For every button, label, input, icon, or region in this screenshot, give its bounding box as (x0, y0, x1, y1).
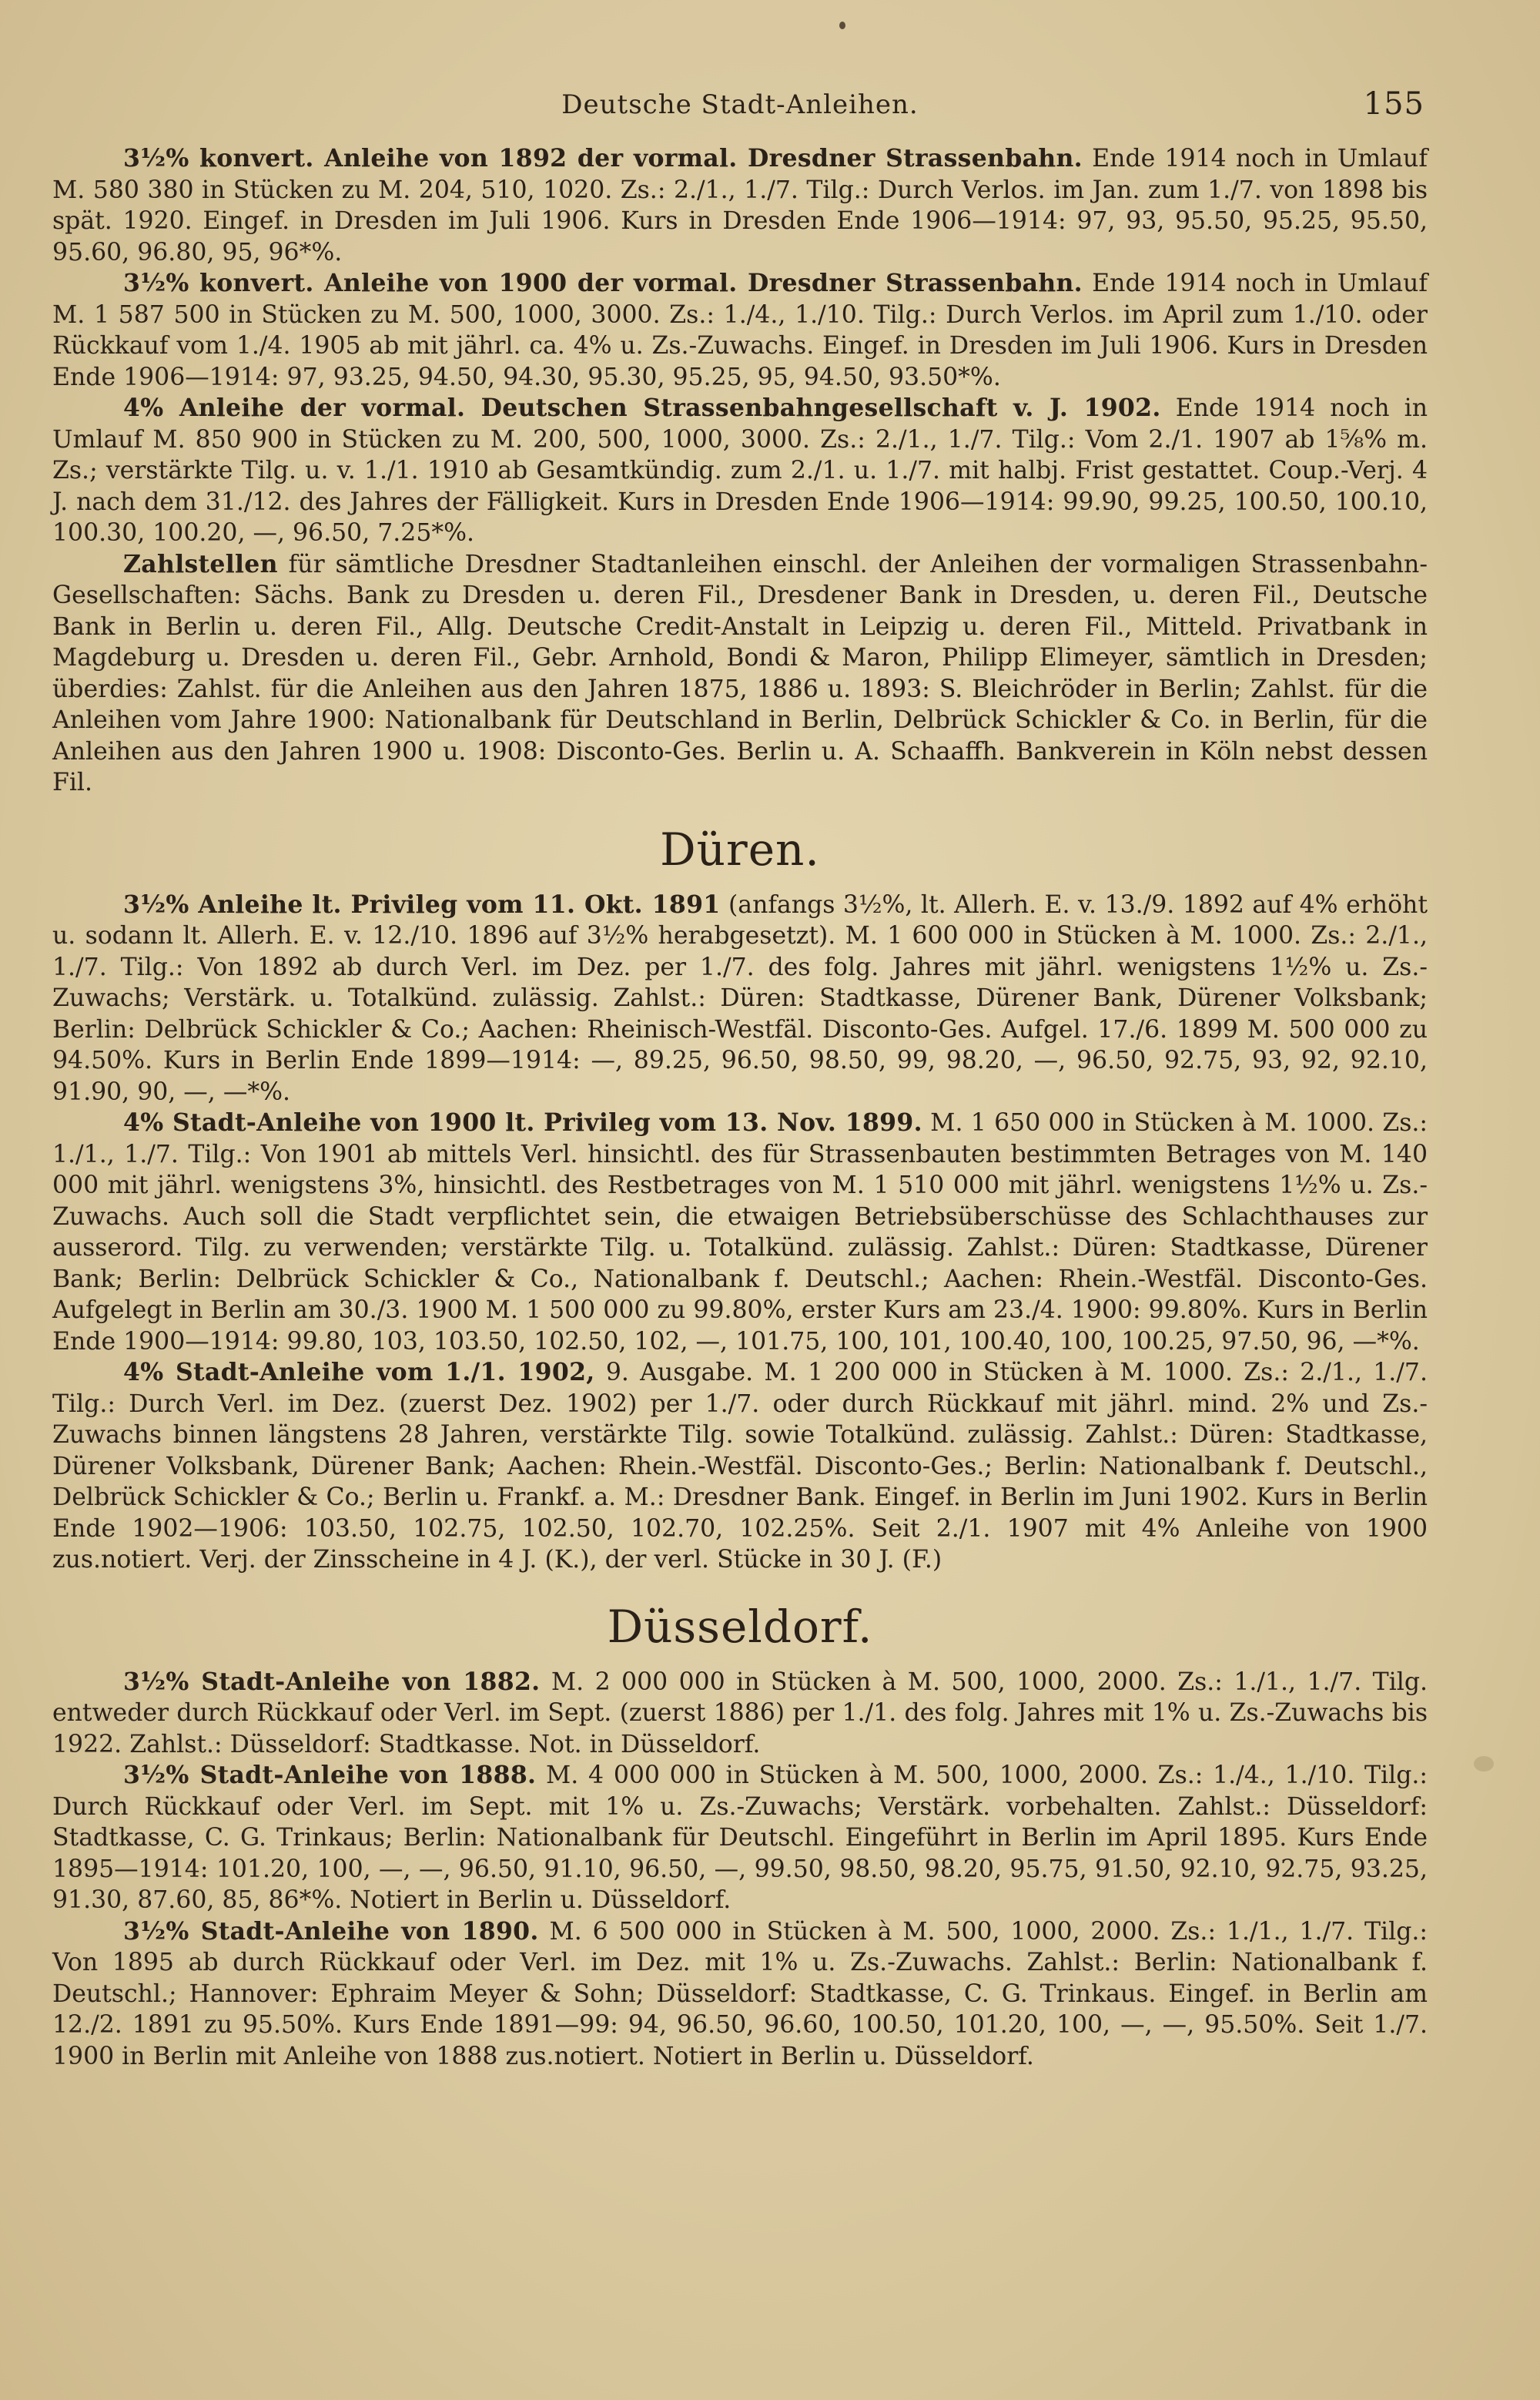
city-heading-dueren: Düren. (660, 823, 820, 876)
loan-text: M. 6 500 000 in Stücken à M. 500, 1000, 2000. Zs.: 1./1., 1./7. Tilg.: Von 1895 ab durch Rückkauf oder Verl. im Dez. mit 1% u. Zs.-Zuwachs. Zahlst.: Berlin: Nationalbank f. Deutschl.; Hannover: Ephraim Meyer & Sohn; Düsseldorf: Stadtkasse, C. G. Trinkaus. Eingef. in Berlin am 12./2. 1891 zu 95.50%. Kurs Ende 1891—99: 94, 96.50, 96.60, 100.50, 101.20, 100, —, —, 95.50%. Seit 1./7. 1900 in Berlin mit Anleihe von 1888 zus.notiert. Notiert in Berlin u. Düsseldorf. (52, 1917, 1428, 2070)
loan-entry (52, 1108, 1428, 1357)
loan-heading: 4% Stadt-Anleihe vom 1./1. 1902, (123, 1358, 595, 1386)
loan-text: Ende 1914 noch in Umlauf M. 1 587 500 in Stücken zu M. 500, 1000, 3000. Zs.: 1./4., 1./10. Tilg.: Durch Verlos. im April zum 1./10. oder Rückkauf vom 1./4. 1905 ab mit jährl. ca. 4% u. Zs.-Zuwachs. Eingef. in Dresden im Juli 1906. Kurs in Dresden Ende 1906—1914: 97, 93.25, 94.50, 94.30, 95.30, 95.25, 95, 94.50, 93.50*%. (52, 270, 1428, 391)
paper-blot (1474, 1756, 1494, 1772)
loan-entry (52, 1916, 1428, 2073)
loan-heading: 4% Stadt-Anleihe von 1900 lt. Privileg vom 13. Nov. 1899. (123, 1108, 922, 1137)
loan-text: Ende 1914 noch in Umlauf M. 580 380 in Stücken zu M. 204, 510, 1020. Zs.: 2./1., 1./7. Tilg.: Durch Verlos. im Jan. zum 1./7. von 1898 bis spät. 1920. Eingef. in Dresden im Juli 1906. Kurs in Dresden Ende 1906—1914: 97, 93, 95.50, 95.25, 95.50, 95.60, 96.80, 95, 96*%. (52, 145, 1428, 266)
loan-text: (anfangs 3½%, lt. Allerh. E. v. 13./9. 1892 auf 4% erhöht u. sodann lt. Allerh. E. v. 12./10. 1896 auf 3½% herabgesetzt). M. 1 600 000 in Stücken à M. 1000. Zs.: 2./1., 1./7. Tilg.: Von 1892 ab durch Verl. im Dez. per 1./7. des folg. Jahres mit jährl. wenigstens 1½% u. Zs.-Zuwachs; Verstärk. u. Totalkünd. zulässig. Zahlst.: Düren: Stadtkasse, Dürener Bank, Dürener Volksbank; Berlin: Delbrück Schickler & Co.; Aachen: Rheinisch-Westfäl. Disconto-Ges. Aufgel. 17./6. 1899 M. 500 000 zu 94.50%. Kurs in Berlin Ende 1899—1914: —, 89.25, 96.50, 98.50, 99, 98.20, —, 96.50, 92.75, 93, 92, 92.10, 91.90, 90, —, —*%. (52, 890, 1428, 1106)
loan-text: 9. Ausgabe. M. 1 200 000 in Stücken à M. 1000. Zs.: 2./1., 1./7. Tilg.: Durch Verl. im Dez. (zuerst Dez. 1902) per 1./7. oder durch Rückkauf mit jährl. mind. 2% und Zs.-Zuwachs binnen längstens 28 Jahren, verstärkte Tilg. sowie Totalkünd. zulässig. Zahlst.: Düren: Stadtkasse, Dürener Volksbank, Dürener Bank; Aachen: Rhein.-Westfäl. Disconto-Ges.; Berlin: Nationalbank f. Deutschl., Delbrück Schickler & Co.; Berlin u. Frankf. a. M.: Dresdner Bank. Eingef. in Berlin im Juni 1902. Kurs in Berlin Ende 1902—1906: 103.50, 102.75, 102.50, 102.70, 102.25%. Seit 2./1. 1907 mit 4% Anleihe von 1900 zus.notiert. Verj. der Zinsscheine in 4 J. (K.), der verl. Stücke in 30 J. (F.) (52, 1359, 1428, 1574)
loan-entry (52, 268, 1428, 393)
loan-entry (52, 1667, 1428, 1761)
loan-text: M. 2 000 000 in Stücken à M. 500, 1000, 2000. Zs.: 1./1., 1./7. Tilg. entweder durch Rückkauf oder Verl. im Sept. (zuerst 1886) per 1./1. des folg. Jahres mit 1% u. Zs.-Zuwachs bis 1922. Zahlst.: Düsseldorf: Stadtkasse. Not. in Düsseldorf. (52, 1668, 1428, 1758)
loan-entry (52, 393, 1428, 549)
loan-heading: 3½% Stadt-Anleihe von 1890. (123, 1916, 539, 1946)
running-title: Deutsche Stadt-Anleihen. (561, 89, 919, 120)
loan-entry (52, 1760, 1428, 1916)
city-heading-duesseldorf: Düsseldorf. (607, 1600, 873, 1653)
page-number: 155 (1363, 86, 1424, 122)
loan-text: M. 4 000 000 in Stücken à M. 500, 1000, 2000. Zs.: 1./4., 1./10. Tilg.: Durch Rückkauf oder Verl. im Sept. mit 1% u. Zs.-Zuwachs; Verstärk. vorbehalten. Zahlst.: Düsseldorf: Stadtkasse, C. G. Trinkaus; Berlin: Nationalbank für Deutschl. Eingeführt in Berlin im April 1895. Kurs Ende 1895—1914: 101.20, 100, —, —, 96.50, 91.10, 96.50, —, 99.50, 98.50, 98.20, 95.75, 91.50, 92.10, 92.75, 93.25, 91.30, 87.60, 85, 86*%. Notiert in Berlin u. Düsseldorf. (52, 1761, 1428, 1914)
paying-agents-text: für sämtliche Dresdner Stadtanleihen einschl. der Anleihen der vormaligen Strassenbahn-Gesellschaften: Sächs. Bank zu Dresden u. deren Fil., Dresdener Bank in Dresden, u. deren Fil., Deutsche Bank in Berlin u. deren Fil., Allg. Deutsche Credit-Anstalt in Leipzig u. deren Fil., Mitteld. Privatbank in Magdeburg u. Dresden u. deren Fil., Gebr. Arnhold, Bondi & Maron, Philipp Elimeyer, sämtlich in Dresden; überdies: Zahlst. für die Anleihen aus den Jahren 1875, 1886 u. 1893: S. Bleichröder in Berlin; Zahlst. für die Anleihen vom Jahre 1900: Nationalbank für Deutschland in Berlin, Delbrück Schickler & Co. in Berlin, für die Anleihen aus den Jahren 1900 u. 1908: Disconto-Ges. Berlin u. A. Schaaffh. Bankverein in Köln nebst dessen Fil. (52, 550, 1428, 796)
print-speck (839, 22, 845, 29)
page-content (52, 143, 1428, 2072)
loan-heading: 3½% Stadt-Anleihe von 1888. (123, 1761, 537, 1789)
loan-heading: 3½% Stadt-Anleihe von 1882. (123, 1667, 541, 1696)
loan-heading: 3½% konvert. Anleihe von 1900 der vormal. Dresdner Strassenbahn. (123, 269, 1083, 297)
loan-entry (52, 1357, 1428, 1576)
loan-entry (52, 143, 1428, 268)
loan-heading: 3½% konvert. Anleihe von 1892 der vormal. Dresdner Strassenbahn. (123, 144, 1083, 173)
loan-heading: 3½% Anleihe lt. Privileg vom 11. Okt. 1891 (123, 890, 721, 919)
page-header (52, 77, 1428, 123)
loan-text: M. 1 650 000 in Stücken à M. 1000. Zs.: 1./1., 1./7. Tilg.: Von 1901 ab mittels Verl. hinsichtl. des für Strassenbauten bestimmten Betrages von M. 140 000 mit jährl. wenigstens 3%, hinsichtl. des Restbetrages von M. 1 510 000 mit jährl. wenigstens 1½% u. Zs.-Zuwachs. Auch soll die Stadt verpflichtet sein, die etwaigen Betriebsüberschüsse des Schlachthauses zur ausserord. Tilg. zu verwenden; verstärkte Tilg. u. Totalkünd. zulässig. Zahlst.: Düren: Stadtkasse, Dürener Bank; Berlin: Delbrück Schickler & Co., Nationalbank f. Deutschl.; Aachen: Rhein.-Westfäl. Disconto-Ges. Aufgelegt in Berlin am 30./3. 1900 M. 1 500 000 zu 99.80%, erster Kurs am 23./4. 1900: 99.80%. Kurs in Berlin Ende 1900—1914: 99.80, 103, 103.50, 102.50, 102, —, 101.75, 100, 101, 100.40, 100, 100.25, 97.50, 96, —*%. (52, 1109, 1428, 1356)
loan-text: Ende 1914 noch in Umlauf M. 850 900 in Stücken zu M. 200, 500, 1000, 3000. Zs.: 2./1., 1./7. Tilg.: Vom 2./1. 1907 ab 1⅝% m. Zs.; verstärkte Tilg. u. v. 1./1. 1910 ab Gesamtkündig. zum 2./1. u. 1./7. mit halbj. Frist gestattet. Coup.-Verj. 4 J. nach dem 31./12. des Jahres der Fälligkeit. Kurs in Dresden Ende 1906—1914: 99.90, 99.25, 100.50, 100.10, 100.30, 100.20, —, 96.50, 7.25*%. (52, 394, 1428, 547)
loan-entry (52, 890, 1428, 1108)
paying-agents-heading: Zahlstellen (123, 549, 278, 578)
paying-agents-entry (52, 549, 1428, 799)
loan-heading: 4% Anleihe der vormal. Deutschen Strassenbahngesellschaft v. J. 1902. (123, 394, 1161, 422)
